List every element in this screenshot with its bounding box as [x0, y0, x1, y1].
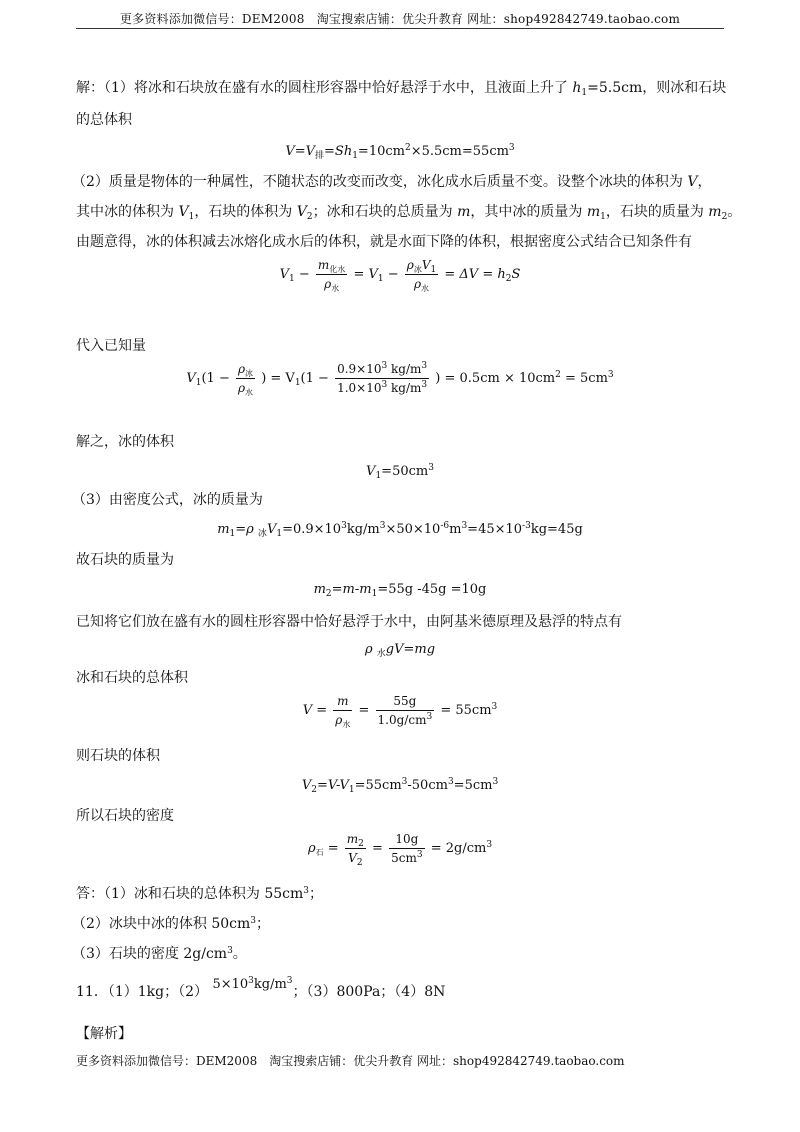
- d: ρ: [324, 277, 332, 291]
- stone-mass-intro: 故石块的质量为: [76, 552, 174, 568]
- s: 2: [505, 274, 512, 284]
- equation-total-volume-2: [0, 694, 800, 727]
- t: ) = 0.5cm × 10cm: [435, 371, 556, 386]
- s: 2: [721, 212, 728, 222]
- n: kg/m: [387, 362, 422, 376]
- n: V: [421, 258, 431, 272]
- solution-part1-line2: 的总体积: [76, 112, 132, 128]
- t: =V-V: [316, 778, 349, 793]
- t: ) = V: [261, 371, 295, 386]
- d: ρ: [237, 381, 246, 395]
- equation-melt-volume: [0, 258, 800, 291]
- t: = 5cm: [560, 371, 608, 386]
- s: 3: [381, 380, 388, 390]
- n: 0.9×10: [337, 362, 382, 376]
- s: 石: [315, 848, 324, 857]
- s: 3: [421, 361, 428, 371]
- op: (1 −: [201, 371, 230, 386]
- header-rule: [76, 28, 724, 29]
- var: h: [572, 80, 582, 96]
- t: （2）质量是物体的一种属性，不随状态的改变而改变，冰化成水后质量不变。设整个冰块的体积为: [72, 174, 688, 190]
- t: =0.9×10: [282, 522, 342, 537]
- t: = 2g/cm: [430, 841, 487, 856]
- d: 1.0g/cm: [377, 713, 427, 727]
- s: 3: [401, 777, 408, 787]
- t: kg/m: [346, 522, 380, 537]
- text: =5.5cm，则冰和石块: [587, 80, 727, 96]
- s: 3: [461, 521, 468, 531]
- s: 1: [430, 265, 437, 275]
- t: kg=45g: [530, 522, 583, 537]
- t: ，: [697, 174, 712, 190]
- d: ρ: [413, 277, 422, 291]
- op: =: [323, 841, 339, 856]
- t: 。: [232, 946, 247, 962]
- fraction: [333, 694, 352, 727]
- t: =5cm: [453, 778, 493, 793]
- s: 3: [381, 361, 388, 371]
- n: m: [317, 258, 330, 272]
- answer-line1: [76, 884, 323, 904]
- s: 3: [492, 777, 499, 787]
- fraction: [376, 694, 435, 727]
- equation-total-volume: [0, 144, 800, 159]
- solution-part2-line3: 由题意得，冰的体积减去冰熔化成水后的体积，就是水面下降的体积，根据密度公式结合已知条件有: [76, 234, 692, 250]
- op: (1 −: [300, 371, 329, 386]
- s: 1: [195, 378, 202, 388]
- t: =45×10: [467, 522, 523, 537]
- t: kg/m: [253, 977, 287, 992]
- t: -50cm: [407, 778, 448, 793]
- text: 解：（1）将冰和石块放在盛有水的圆柱形容器中恰好悬浮于水中，且液面上升了: [76, 80, 573, 96]
- v: m: [217, 522, 230, 537]
- v: V: [186, 371, 196, 386]
- equation-substitution: [0, 362, 800, 395]
- d: ρ: [335, 713, 343, 727]
- answer-line2: [72, 914, 270, 934]
- s: 1: [348, 785, 355, 795]
- t: 其中冰的体积为: [76, 204, 179, 220]
- n: 10g: [389, 832, 424, 849]
- equation-stone-density: [0, 832, 800, 868]
- sub: 1: [581, 88, 588, 98]
- t: S: [511, 267, 521, 282]
- page-header: 更多资料添加微信号：DEM2008 淘宝搜索店铺：优尖升教育 网址：shop492842749.taobao.com: [119, 12, 681, 26]
- equation-buoyancy: [0, 642, 800, 657]
- s: 3: [607, 370, 614, 380]
- density-value: [212, 977, 292, 992]
- ice-volume-intro: 解之，冰的体积: [76, 434, 174, 450]
- equation-ice-mass: [0, 522, 800, 537]
- d: 5cm: [391, 851, 417, 865]
- s: 3: [379, 521, 386, 531]
- s: 1: [375, 471, 382, 481]
- s: 2: [555, 370, 561, 380]
- s: 3: [248, 976, 254, 986]
- t: =Sh: [324, 144, 353, 159]
- v: V: [266, 522, 277, 537]
- s: 3: [421, 380, 428, 390]
- s: 化水: [329, 265, 346, 274]
- n: 55g: [376, 694, 435, 711]
- fraction: [405, 258, 438, 291]
- solution-part1: [76, 78, 726, 98]
- n: m: [346, 832, 359, 846]
- page-footer: 更多资料添加微信号：DEM2008 淘宝搜索店铺：优尖升教育 网址：shop492842749.taobao.com: [76, 1054, 625, 1068]
- t: ，石块的体积为: [194, 204, 297, 220]
- substitute-known: 代入已知量: [76, 338, 146, 354]
- s: 排: [315, 151, 325, 161]
- s: -3: [522, 521, 531, 531]
- s: 水: [331, 284, 340, 293]
- t: =ρ: [235, 522, 258, 537]
- n: m: [337, 694, 349, 708]
- equation-stone-mass: [0, 582, 800, 597]
- s: 3: [286, 976, 293, 986]
- s: 3: [416, 850, 423, 860]
- t: =m-m: [331, 582, 372, 597]
- s: 2: [404, 143, 411, 153]
- t: （3）石块的密度 2g/cm: [72, 946, 228, 962]
- t: ，石块的质量为: [605, 204, 709, 220]
- v: m: [586, 204, 601, 220]
- t: ；: [256, 916, 271, 932]
- equation-stone-volume: [0, 778, 800, 793]
- s: 2: [358, 839, 364, 849]
- total-volume-intro: 冰和石块的总体积: [76, 670, 188, 686]
- fraction: [389, 832, 424, 865]
- s: 1: [352, 151, 358, 161]
- s: 1: [276, 529, 283, 539]
- s: 3: [303, 886, 310, 896]
- v: V: [687, 174, 698, 190]
- fraction: [335, 362, 429, 395]
- s: 水: [245, 388, 254, 397]
- t: ；: [309, 886, 324, 902]
- t: ；冰和石块的总质量为: [312, 204, 458, 220]
- s: 1: [377, 274, 384, 284]
- s: 3: [486, 840, 493, 850]
- t: 11．（1）1kg；（2）: [76, 984, 208, 1000]
- s: 水: [342, 720, 351, 729]
- fraction: [316, 258, 347, 291]
- s: 2: [325, 589, 332, 599]
- v: V: [368, 267, 378, 282]
- n: ρ: [406, 258, 414, 272]
- s: 3: [341, 521, 347, 531]
- s: 3: [426, 712, 433, 722]
- t: gV=mg: [385, 642, 436, 657]
- s: 3: [250, 916, 257, 926]
- t: = 55cm: [440, 703, 492, 718]
- equation-ice-volume: [0, 464, 800, 479]
- s: 2: [311, 785, 317, 795]
- v: m: [457, 204, 471, 220]
- s: 3: [508, 143, 515, 153]
- t: V =: [302, 703, 328, 718]
- t: 答：（1）冰和石块的总体积为 55cm: [76, 886, 304, 902]
- t: ；（3）800Pa；（4）8N: [292, 984, 446, 1000]
- stone-volume-intro: 则石块的体积: [76, 748, 160, 764]
- v: m: [313, 582, 326, 597]
- t: =50cm: [381, 464, 429, 479]
- op: =: [358, 703, 370, 718]
- d: 1.0×10: [337, 381, 382, 395]
- fraction: [345, 832, 366, 868]
- t: （2）冰块中冰的体积 50cm: [72, 916, 251, 932]
- s: 1: [294, 378, 301, 388]
- t: V=V: [285, 144, 315, 159]
- s: 1: [371, 589, 378, 599]
- s: 1: [289, 274, 295, 284]
- s: 1: [600, 212, 606, 222]
- stone-density-intro: 所以石块的密度: [76, 808, 174, 824]
- s: 1: [229, 529, 236, 539]
- t: ρ: [364, 642, 377, 657]
- t: =55g -45g =10g: [377, 582, 487, 597]
- s: 3: [447, 777, 454, 787]
- s: 2: [306, 212, 313, 222]
- t: ，其中冰的质量为: [470, 204, 587, 220]
- t: =10cm: [357, 144, 405, 159]
- fraction: [236, 362, 255, 395]
- solution-part2-line2: [76, 202, 741, 222]
- v: V: [366, 464, 376, 479]
- s: 3: [491, 702, 498, 712]
- op: =: [353, 267, 369, 282]
- s: 水: [376, 649, 386, 659]
- t: = ΔV = h: [444, 267, 506, 282]
- v: V: [296, 204, 307, 220]
- archimedes-text: 已知将它们放在盛有水的圆柱形容器中恰好悬浮于水中，由阿基米德原理及悬浮的特点有: [76, 614, 622, 630]
- t: ρ: [307, 841, 316, 856]
- op: −: [294, 267, 310, 282]
- d: kg/m: [387, 381, 422, 395]
- s: 3: [428, 463, 434, 473]
- t: m: [449, 522, 462, 537]
- s: 冰: [257, 529, 267, 539]
- s: 3: [227, 946, 233, 956]
- t: =55cm: [354, 778, 402, 793]
- v: V: [178, 204, 189, 220]
- s: 2: [356, 858, 363, 868]
- d: V: [348, 851, 357, 865]
- s: 1: [188, 212, 195, 222]
- s: 冰: [413, 265, 422, 274]
- solution-part3: （3）由密度公式，冰的质量为: [72, 492, 263, 508]
- analysis-heading: 【解析】: [76, 1026, 132, 1042]
- question-11-answer: [76, 976, 446, 1003]
- v: V: [279, 267, 290, 282]
- t: ×5.5cm=55cm: [410, 144, 509, 159]
- solution-part2-line1: [72, 172, 711, 192]
- v: m: [708, 204, 722, 220]
- op: =: [372, 841, 383, 856]
- op: −: [383, 267, 399, 282]
- s: 冰: [245, 369, 254, 378]
- t: 5×10: [212, 977, 249, 992]
- answer-line3: [72, 944, 247, 964]
- t: ×50×10: [385, 522, 441, 537]
- s: 水: [421, 284, 430, 293]
- s: -6: [440, 521, 450, 531]
- t: 。: [727, 204, 742, 220]
- v: V: [301, 778, 312, 793]
- n: ρ: [237, 362, 246, 376]
